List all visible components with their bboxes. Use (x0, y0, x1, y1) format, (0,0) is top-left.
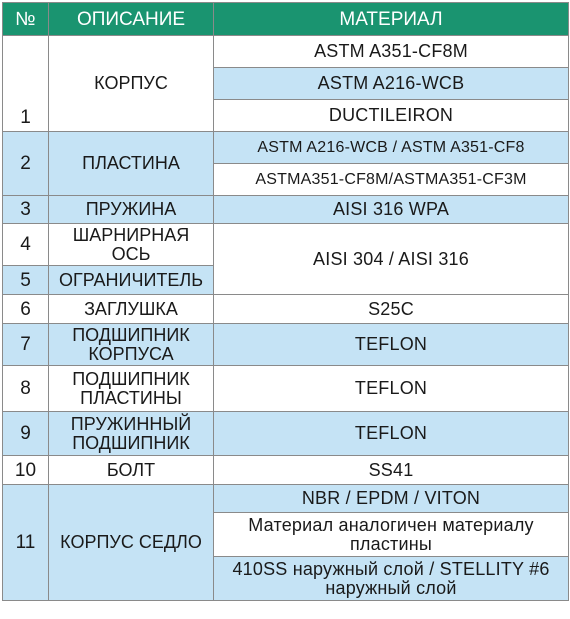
row-num: 10 (3, 456, 49, 485)
row-num: 4 (3, 224, 49, 266)
table-row (3, 366, 569, 412)
row-num: 9 (3, 412, 49, 456)
row-num: 7 (3, 324, 49, 366)
table-row (3, 295, 569, 324)
row-material: Материал аналогичен материалу пластины (214, 513, 569, 557)
row-num: 11 (3, 485, 49, 601)
row-material: 410SS наружный слой / STELLITY #6 наружный слой (214, 557, 569, 601)
row-material: ASTM A216-WCB (214, 68, 569, 100)
row-description: ЗАГЛУШКА (49, 295, 214, 324)
row-num: 2 (3, 132, 49, 196)
table-row (3, 224, 569, 266)
row-material: TEFLON (214, 412, 569, 456)
row-material: ASTM A216-WCB / ASTM A351-CF8 (214, 132, 569, 164)
row-material: TEFLON (214, 366, 569, 412)
row-num: 3 (3, 196, 49, 224)
row-description: ПОДШИПНИК КОРПУСА (49, 324, 214, 366)
row-material: DUCTILEIRON (214, 100, 569, 132)
materials-table (2, 2, 569, 601)
row-material: NBR / EPDM / VITON (214, 485, 569, 513)
row-material: S25C (214, 295, 569, 324)
row-description: КОРПУС СЕДЛО (49, 485, 214, 601)
row-description: ПЛАСТИНА (49, 132, 214, 196)
header-num: № (3, 3, 49, 36)
table-row (3, 412, 569, 456)
row-description: КОРПУС (49, 36, 214, 132)
header-material: МАТЕРИАЛ (214, 3, 569, 36)
row-material: TEFLON (214, 324, 569, 366)
row-material: SS41 (214, 456, 569, 485)
row-description: ПОДШИПНИК ПЛАСТИНЫ (49, 366, 214, 412)
table-row (3, 324, 569, 366)
row-material: AISI 316 WPA (214, 196, 569, 224)
table-row (3, 132, 569, 164)
table-row (3, 36, 569, 68)
table-row (3, 485, 569, 513)
header-description: ОПИСАНИЕ (49, 3, 214, 36)
row-material: ASTM A351-CF8M (214, 36, 569, 68)
row-material: AISI 304 / AISI 316 (214, 224, 569, 295)
row-num: 1 (3, 36, 49, 132)
row-num: 8 (3, 366, 49, 412)
table-row (3, 456, 569, 485)
row-description: ОГРАНИЧИТЕЛЬ (49, 266, 214, 295)
row-num: 5 (3, 266, 49, 295)
row-description: БОЛТ (49, 456, 214, 485)
row-material: ASTMA351-CF8M/ASTMA351-CF3M (214, 164, 569, 196)
row-num: 6 (3, 295, 49, 324)
row-description: ШАРНИРНАЯ ОСЬ (49, 224, 214, 266)
row-description: ПРУЖИННЫЙ ПОДШИПНИК (49, 412, 214, 456)
header-row (3, 3, 569, 36)
table-row (3, 196, 569, 224)
row-description: ПРУЖИНА (49, 196, 214, 224)
